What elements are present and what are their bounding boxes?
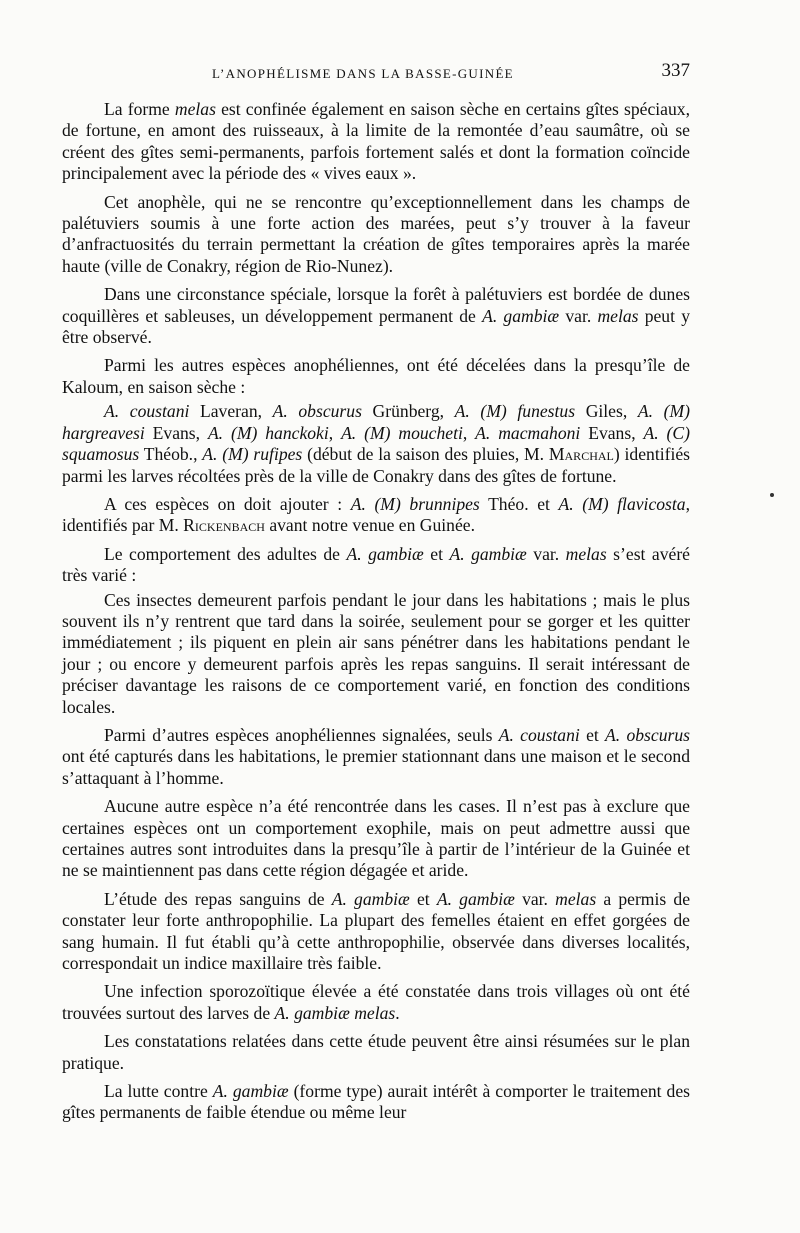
italic-run: A. gambiæ — [331, 888, 410, 909]
italic-run: A. coustani — [104, 401, 190, 422]
text-run: (forme type) aurait intérêt à comporter le traitement des gîtes permanents de faible étendue ou même leur — [62, 1081, 691, 1123]
body-text — [62, 99, 690, 1124]
paragraph — [62, 401, 690, 487]
italic-run: A. gambiæ — [436, 888, 515, 909]
text-run: et — [409, 888, 437, 909]
text-run: Aucune autre espèce n’a été rencontrée dans les cases. Il n’est pas à exclure que certaines espèces ont un comportement exophile, mais on peut admettre aussi que certaines autres sont introduites dans la presqu’île à partir de l’intérieur de la Guinée et ne se maintiennent pas dans cette région dégagée et aride. — [62, 796, 690, 881]
text-run: peut y être observé. — [62, 305, 690, 348]
page-number: 337 — [661, 60, 690, 81]
text-run: Théob., — [139, 444, 203, 465]
paragraph — [62, 725, 690, 789]
running-title: L’ANOPHÉLISME DANS LA BASSE-GUINÉE — [212, 66, 514, 81]
paragraph — [62, 99, 690, 185]
text-run: s’est avéré très varié : — [62, 543, 690, 586]
italic-run: A. (M) funestus — [454, 401, 576, 422]
text-run: Evans, — [580, 422, 644, 443]
italic-run: A. macmahoni — [475, 422, 581, 443]
italic-run: A. obscurus — [272, 401, 362, 422]
text-run: Parmi d’autres espèces anophéliennes signalées, seuls — [104, 724, 499, 745]
text-run: Ces insectes demeurent parfois pendant le jour dans les habitations ; mais le plus souvent ils n’y rentrent que tard dans la soirée, seulement pour se gorger et les quitter immédiatement ; ils piquent en plein air sans pénétrer dans les habitations pendant le jour ; ou encore y demeurent parfois après les repas sanguins. Il serait intéressant de préciser davantage les raisons de ce comportement varié, en fonction des conditions locales. — [62, 589, 690, 717]
paragraph — [62, 284, 690, 348]
scan-speck — [770, 493, 774, 497]
text-run: et — [579, 724, 606, 745]
text-run: a permis de constater leur forte anthropophilie. La plupart des femelles étaient en effet gorgées de sang humain. Il fut établi qu’à cette anthropophilie, observée dans diverses localités, correspondait un indice maxillaire très faible. — [62, 888, 691, 974]
text-run: La forme — [104, 99, 175, 119]
text-run: (début de la saison des pluies, M. — [302, 444, 549, 465]
italic-run: A. obscurus — [605, 724, 690, 745]
paragraph — [62, 192, 690, 278]
text-run: Grünberg, — [361, 401, 455, 422]
italic-run: melas — [174, 99, 216, 119]
italic-run: A. gambiæ melas — [274, 1002, 396, 1023]
text-run: Théo. et — [479, 493, 559, 514]
italic-run: A. (M) brunnipes — [350, 493, 480, 514]
italic-run: A. (M) moucheti — [341, 422, 463, 443]
text-run: Les constatations relatées dans cette étude peuvent être ainsi résumées sur le plan pratique. — [62, 1031, 690, 1073]
text-run: Une infection sporozoïtique élevée a été constatée dans trois villages où ont été trouvées surtout des larves de — [62, 981, 690, 1023]
text-run: Dans une circonstance spéciale, lorsque la forêt à palétuviers est bordée de dunes coquillères et sableuses, un développement permanent de — [62, 284, 690, 326]
italic-run: A. gambiæ — [482, 305, 560, 326]
text-run: Giles, — [575, 401, 638, 422]
paragraph — [62, 355, 690, 398]
page-header — [62, 60, 690, 88]
text-run: A ces espèces on doit ajouter : — [104, 493, 351, 514]
paragraph — [62, 796, 690, 882]
text-run: Cet anophèle, qui ne se rencontre qu’exceptionnellement dans les champs de palétuviers soumis à une forte action des marées, peut s’y trouver à la faveur d’anfractuosités du terrain permettant la création de gîtes temporaires après la marée haute (ville de Conakry, région de Rio-Nunez). — [62, 191, 690, 276]
italic-run: melas — [565, 543, 607, 564]
text-run: , — [328, 422, 342, 443]
text-run: Laveran, — [189, 401, 273, 422]
italic-run: A. (M) flavicosta — [558, 493, 686, 514]
text-run: Evans, — [144, 422, 208, 443]
italic-run: A. (C) squamosus — [62, 422, 690, 465]
text-run: var. — [559, 305, 598, 326]
italic-run: melas — [555, 888, 597, 909]
italic-run: A. coustani — [498, 724, 580, 745]
text-run: , identifiés par M. — [62, 493, 690, 536]
italic-run: A. (M) hanckoki — [207, 422, 329, 443]
paragraph — [62, 981, 690, 1024]
italic-run: A. gambiæ — [346, 543, 424, 564]
italic-run: melas — [597, 305, 639, 326]
smallcaps-name: Marchal — [548, 444, 614, 465]
smallcaps-name: Rickenbach — [183, 515, 265, 536]
paragraph — [62, 494, 690, 537]
paragraph — [62, 1081, 690, 1124]
italic-run: A. (M) rufipes — [202, 444, 303, 465]
italic-run: A. gambiæ — [449, 543, 527, 564]
text-run: Parmi les autres espèces anophéliennes, ont été décelées dans la presqu’île de Kaloum, en saison sèche : — [62, 355, 690, 397]
text-run: ) identifiés parmi les larves récoltées près de la ville de Conakry dans des gîtes de fortune. — [62, 444, 690, 486]
text-run: est confinée également en saison sèche en certains gîtes spéciaux, de fortune, en amont des ruisseaux, à la limite de la remontée d’eau saumâtre, où se créent des gîtes semi-permanents, parfois fortement salés et dont la formation coïncide principalement avec la période des « vives eaux ». — [62, 99, 690, 184]
paragraph — [62, 544, 690, 587]
text-run: Le comportement des adultes de — [104, 543, 347, 564]
paragraph — [62, 889, 690, 975]
paragraph — [62, 590, 690, 718]
text-run: L’étude des repas sanguins de — [104, 888, 332, 909]
text-run: . — [395, 1002, 400, 1023]
text-run: La lutte contre — [104, 1081, 213, 1102]
text-run: avant notre venue en Guinée. — [264, 515, 475, 536]
text-run: , — [462, 422, 476, 443]
italic-run: A. (M) hargreavesi — [62, 401, 690, 443]
text-run: ont été capturés dans les habitations, le premier stationnant dans une maison et le second s’attaquant à l’homme. — [62, 746, 690, 788]
text-run: var. — [526, 543, 566, 564]
text-run: var. — [514, 888, 556, 909]
text-run: et — [423, 543, 450, 564]
italic-run: A. gambiæ — [212, 1081, 289, 1102]
paragraph — [62, 1031, 690, 1074]
